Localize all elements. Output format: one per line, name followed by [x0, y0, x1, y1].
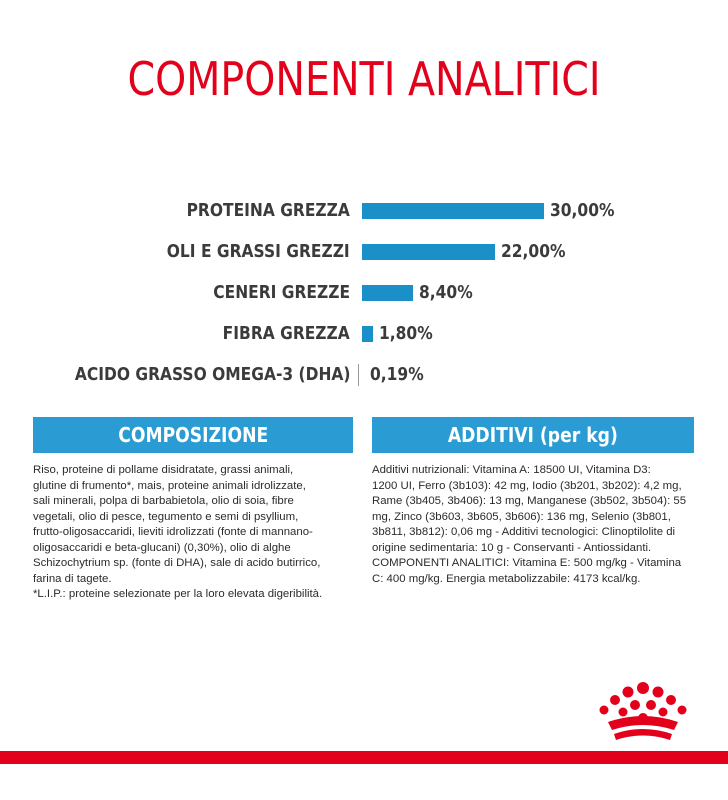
bar-label: ACIDO GRASSO OMEGA-3 (DHA): [74, 364, 350, 385]
bar: [362, 203, 544, 219]
additivi-line: C: 400 mg/kg. Energia metabolizzabile: 4173 kcal/kg.: [372, 572, 641, 585]
additivi-line: Additivi nutrizionali: Vitamina A: 18500 UI, Vitamina D3:: [372, 464, 651, 476]
bar-value-label: 1,80%: [378, 323, 433, 344]
bar-value-label: 30,00%: [550, 200, 615, 221]
additivi-line: 1200 UI, Ferro (3b103): 42 mg, Iodio (3b201, 3b202): 4,2 mg,: [372, 479, 682, 492]
composizione-line: frutto-oligosaccaridi, lieviti idrolizzati (fonte di mannano-: [33, 526, 313, 538]
composizione-line: Riso, proteine di pollame disidratate, grassi animali,: [33, 464, 294, 476]
composizione-heading: COMPOSIZIONE: [117, 423, 269, 447]
bar-value-label: 8,40%: [418, 282, 473, 303]
bar: [362, 285, 413, 301]
composizione-line: *L.I.P.: proteine selezionate per la loro elevata digeribilità.: [33, 588, 323, 600]
composizione-line: oligosaccaridi e beta-glucani) (0,30%), olio di alghe: [33, 541, 291, 554]
bar: [362, 244, 495, 260]
additivi-line: origine sedimentaria: 10 g - Conservanti - Antiossidanti.: [372, 541, 652, 554]
additivi-line: Rame (3b405, 3b406): 13 mg, Manganese (3b502, 3b504): 55: [372, 495, 687, 507]
bottom-red-stripe: [0, 751, 728, 764]
page-title: COMPONENTI ANALITICI: [127, 52, 601, 106]
composizione-line: glutine di frumento*, mais, proteine animali idrolizzate,: [33, 479, 306, 492]
additivi-line: 3b811, 3b812): 0,06 mg - Additivi tecnologici: Clinoptilolite di: [372, 526, 676, 538]
bar-label: OLI E GRASSI GREZZI: [167, 241, 350, 262]
bar-label: PROTEINA GREZZA: [186, 200, 350, 221]
additivi-text: [372, 463, 702, 587]
bar: [358, 364, 359, 386]
additivi-line: COMPONENTI ANALITICI: Vitamina E: 500 mg/kg - Vitamina: [372, 557, 682, 569]
additivi-header: [372, 417, 694, 453]
composizione-line: Schizochytrium sp. (fonte di DHA), sale di acido butirrico,: [33, 557, 321, 569]
composizione-line: farina di tagete.: [33, 572, 112, 585]
additivi-line: mg, Zinco (3b603, 3b605, 3b606): 136 mg, Selenio (3b801,: [372, 510, 671, 523]
composizione-text: [33, 463, 363, 603]
bar-value-label: 0,19%: [370, 364, 424, 385]
bar-value-label: 22,00%: [501, 241, 566, 262]
composizione-line: vegetali, olio di pesce, tegumento e semi di psyllium,: [33, 510, 299, 523]
royal-canin-crown-icon: [594, 680, 692, 744]
bar-label: FIBRA GREZZA: [222, 323, 350, 344]
additivi-heading: ADDITIVI (per kg): [447, 423, 619, 447]
bar: [362, 326, 373, 342]
composizione-header: [33, 417, 353, 453]
composizione-line: sali minerali, polpa di barbabietola, olio di soia, fibre: [33, 495, 294, 507]
bar-label: CENERI GREZZE: [213, 282, 350, 303]
